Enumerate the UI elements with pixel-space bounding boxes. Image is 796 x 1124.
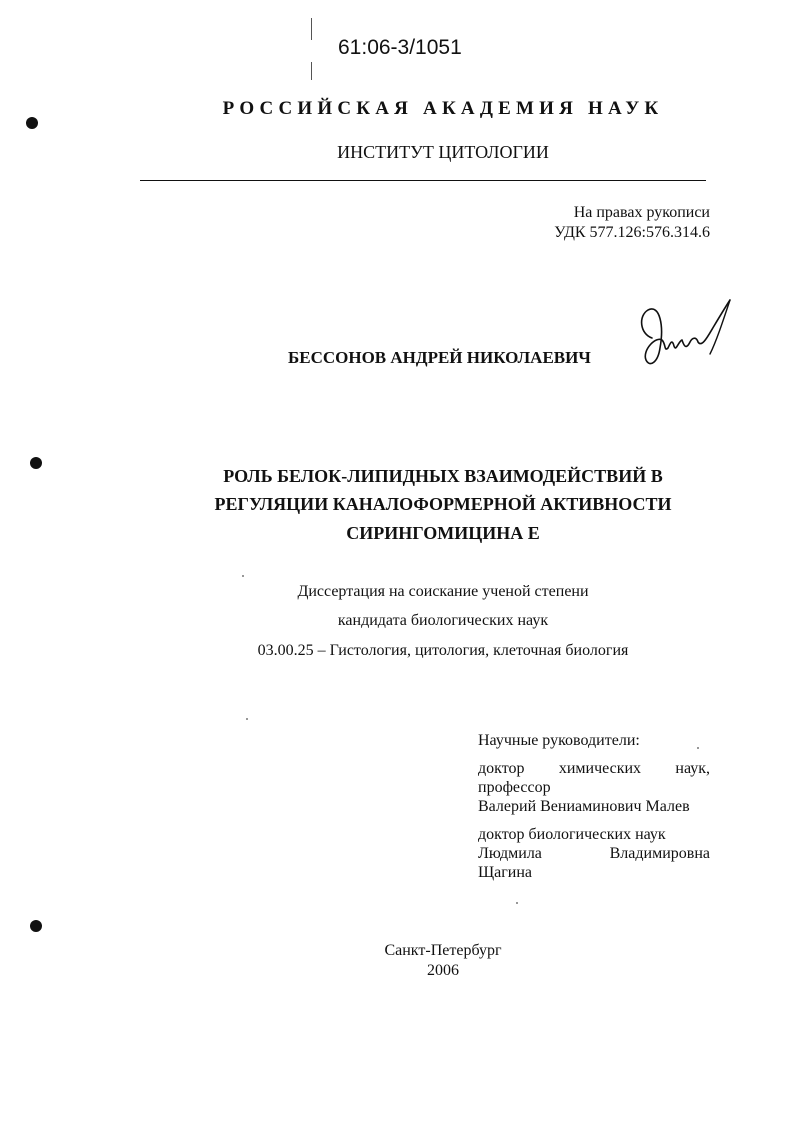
- header-divider: [140, 180, 706, 181]
- supervisor1-degree-word: наук,: [675, 760, 710, 777]
- thesis-title-line: РОЛЬ БЕЛОК-ЛИПИДНЫХ ВЗАИМОДЕЙСТВИЙ В: [223, 466, 663, 486]
- supervisor2-surname: Щагина: [478, 864, 533, 881]
- thesis-title-line: РЕГУЛЯЦИИ КАНАЛОФОРМЕРНОЙ АКТИВНОСТИ: [214, 494, 672, 514]
- binder-hole-mark: [30, 920, 42, 932]
- institute-name: ИНСТИТУТ ЦИТОЛОГИИ: [337, 142, 549, 162]
- signature-icon: [630, 296, 740, 376]
- degree-statement: Диссертация на соискание ученой степени: [297, 583, 589, 600]
- supervisor2-degree: доктор биологических наук: [478, 826, 666, 843]
- supervisor2-name-word: Владимировна: [609, 845, 710, 862]
- margin-tick-mark: [311, 62, 312, 80]
- supervisor1-degree-word: химических: [558, 760, 642, 777]
- scan-speck: [242, 575, 244, 577]
- scan-speck: [697, 747, 699, 749]
- specialty-code: 03.00.25 – Гистология, цитология, клеточная биология: [257, 642, 629, 659]
- supervisor1-degree: [478, 760, 710, 778]
- supervisor1-degree-word: доктор: [478, 760, 525, 777]
- organization-name: РОССИЙСКАЯ АКАДЕМИЯ НАУК: [222, 98, 664, 119]
- supervisor1-name: Валерий Вениаминович Малев: [478, 798, 690, 815]
- archive-stamp-code: 61:06-3/1051: [338, 36, 462, 59]
- supervisors-heading: Научные руководители:: [478, 732, 640, 749]
- supervisor2-name: [478, 845, 710, 863]
- supervisor2-name-word: Людмила: [478, 845, 542, 862]
- udc-code: УДК 577.126:576.314.6: [554, 224, 710, 241]
- manuscript-note: На правах рукописи: [573, 204, 710, 221]
- year: 2006: [427, 962, 459, 979]
- city: Санкт-Петербург: [384, 942, 502, 959]
- author-name: БЕССОНОВ АНДРЕЙ НИКОЛАЕВИЧ: [288, 348, 591, 367]
- scan-speck: [516, 902, 518, 904]
- thesis-title-line: СИРИНГОМИЦИНА Е: [346, 523, 540, 543]
- scan-speck: [246, 718, 248, 720]
- supervisor1-title: профессор: [478, 779, 551, 796]
- margin-tick-mark: [311, 18, 312, 40]
- degree-field: кандидата биологических наук: [337, 612, 549, 629]
